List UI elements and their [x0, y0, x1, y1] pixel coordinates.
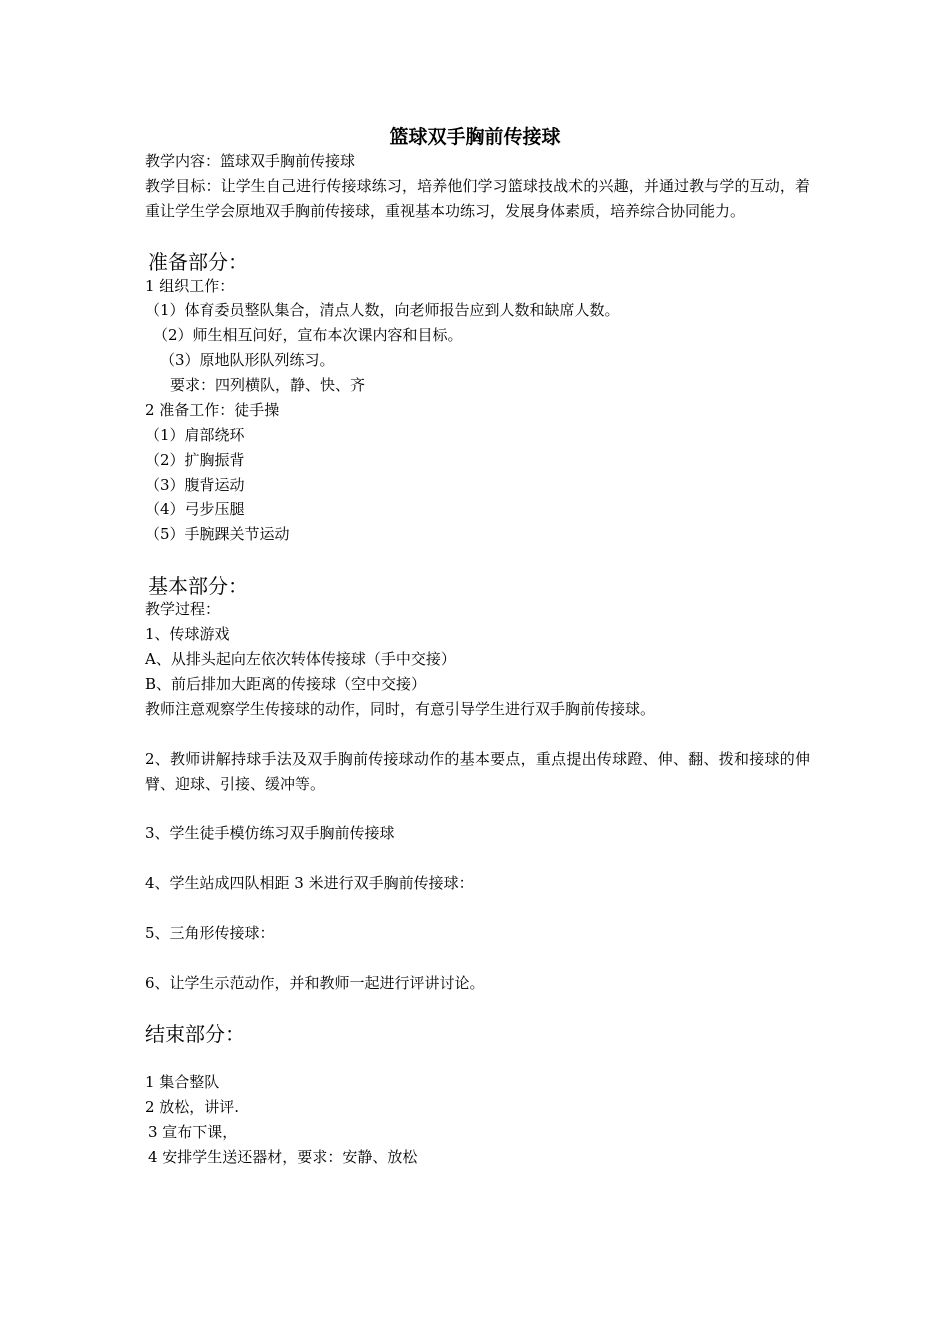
ending-item: 4 安排学生送还器材，要求：安静、放松	[148, 1148, 418, 1166]
prep-warmup-item: （3）腹背运动	[145, 476, 245, 494]
basic-step-2: 2、教师讲解持球手法及双手胸前传接球动作的基本要点，重点提出传球蹬、伸、翻、拨和接球的伸臂、迎球、引接、缓冲等。	[145, 750, 810, 793]
prep-org-item: （1）体育委员整队集合，清点人数，向老师报告应到人数和缺席人数。	[145, 301, 620, 319]
basic-heading: 基本部分：	[148, 574, 248, 598]
ending-item: 1 集合整队	[145, 1073, 220, 1091]
basic-step-4: 4、学生站成四队相距 3 米进行双手胸前传接球：	[145, 874, 474, 892]
prep-org-item: （2）师生相互问好，宣布本次课内容和目标。	[153, 326, 463, 344]
prep-warmup-item: （2）扩胸振背	[145, 451, 245, 469]
ending-item: 2 放松，讲评.	[145, 1098, 240, 1116]
teaching-goal-paragraph: 教学目标：让学生自己进行传接球练习，培养他们学习篮球技战术的兴趣，并通过教与学的互动，着重让学生学会原地双手胸前传接球，重视基本功练习，发展身体素质，培养综合协同能力。	[145, 177, 810, 220]
prep-org-title: 1 组织工作：	[145, 277, 235, 295]
basic-step-6: 6、让学生示范动作，并和教师一起进行评讲讨论。	[145, 974, 485, 992]
basic-step-5: 5、三角形传接球：	[145, 924, 275, 942]
basic-game-title: 1、传球游戏	[145, 625, 230, 643]
teaching-content-line: 教学内容：篮球双手胸前传接球	[145, 152, 356, 170]
ending-item: 3 宣布下课，	[148, 1123, 238, 1141]
prep-org-item: （3）原地队形队列练习。	[160, 351, 335, 369]
basic-game-b: B、前后排加大距离的传接球（空中交接）	[145, 675, 427, 693]
prep-warmup-title: 2 准备工作：徒手操	[145, 401, 280, 419]
document-title: 篮球双手胸前传接球	[389, 126, 561, 148]
prep-heading: 准备部分：	[148, 250, 248, 274]
basic-game-a: A、从排头起向左依次转体传接球（手中交接）	[145, 650, 456, 668]
basic-game-note: 教师注意观察学生传接球的动作，同时，有意引导学生进行双手胸前传接球。	[145, 700, 656, 718]
prep-org-requirement: 要求：四列横队，静、快、齐	[170, 376, 366, 394]
prep-warmup-item: （1）肩部绕环	[145, 426, 245, 444]
prep-warmup-item: （5）手腕踝关节运动	[145, 525, 290, 543]
ending-heading: 结束部分：	[145, 1022, 245, 1046]
basic-step-3: 3、学生徒手模仿练习双手胸前传接球	[145, 824, 395, 842]
basic-process-title: 教学过程：	[145, 600, 221, 618]
prep-warmup-item: （4）弓步压腿	[145, 500, 245, 518]
